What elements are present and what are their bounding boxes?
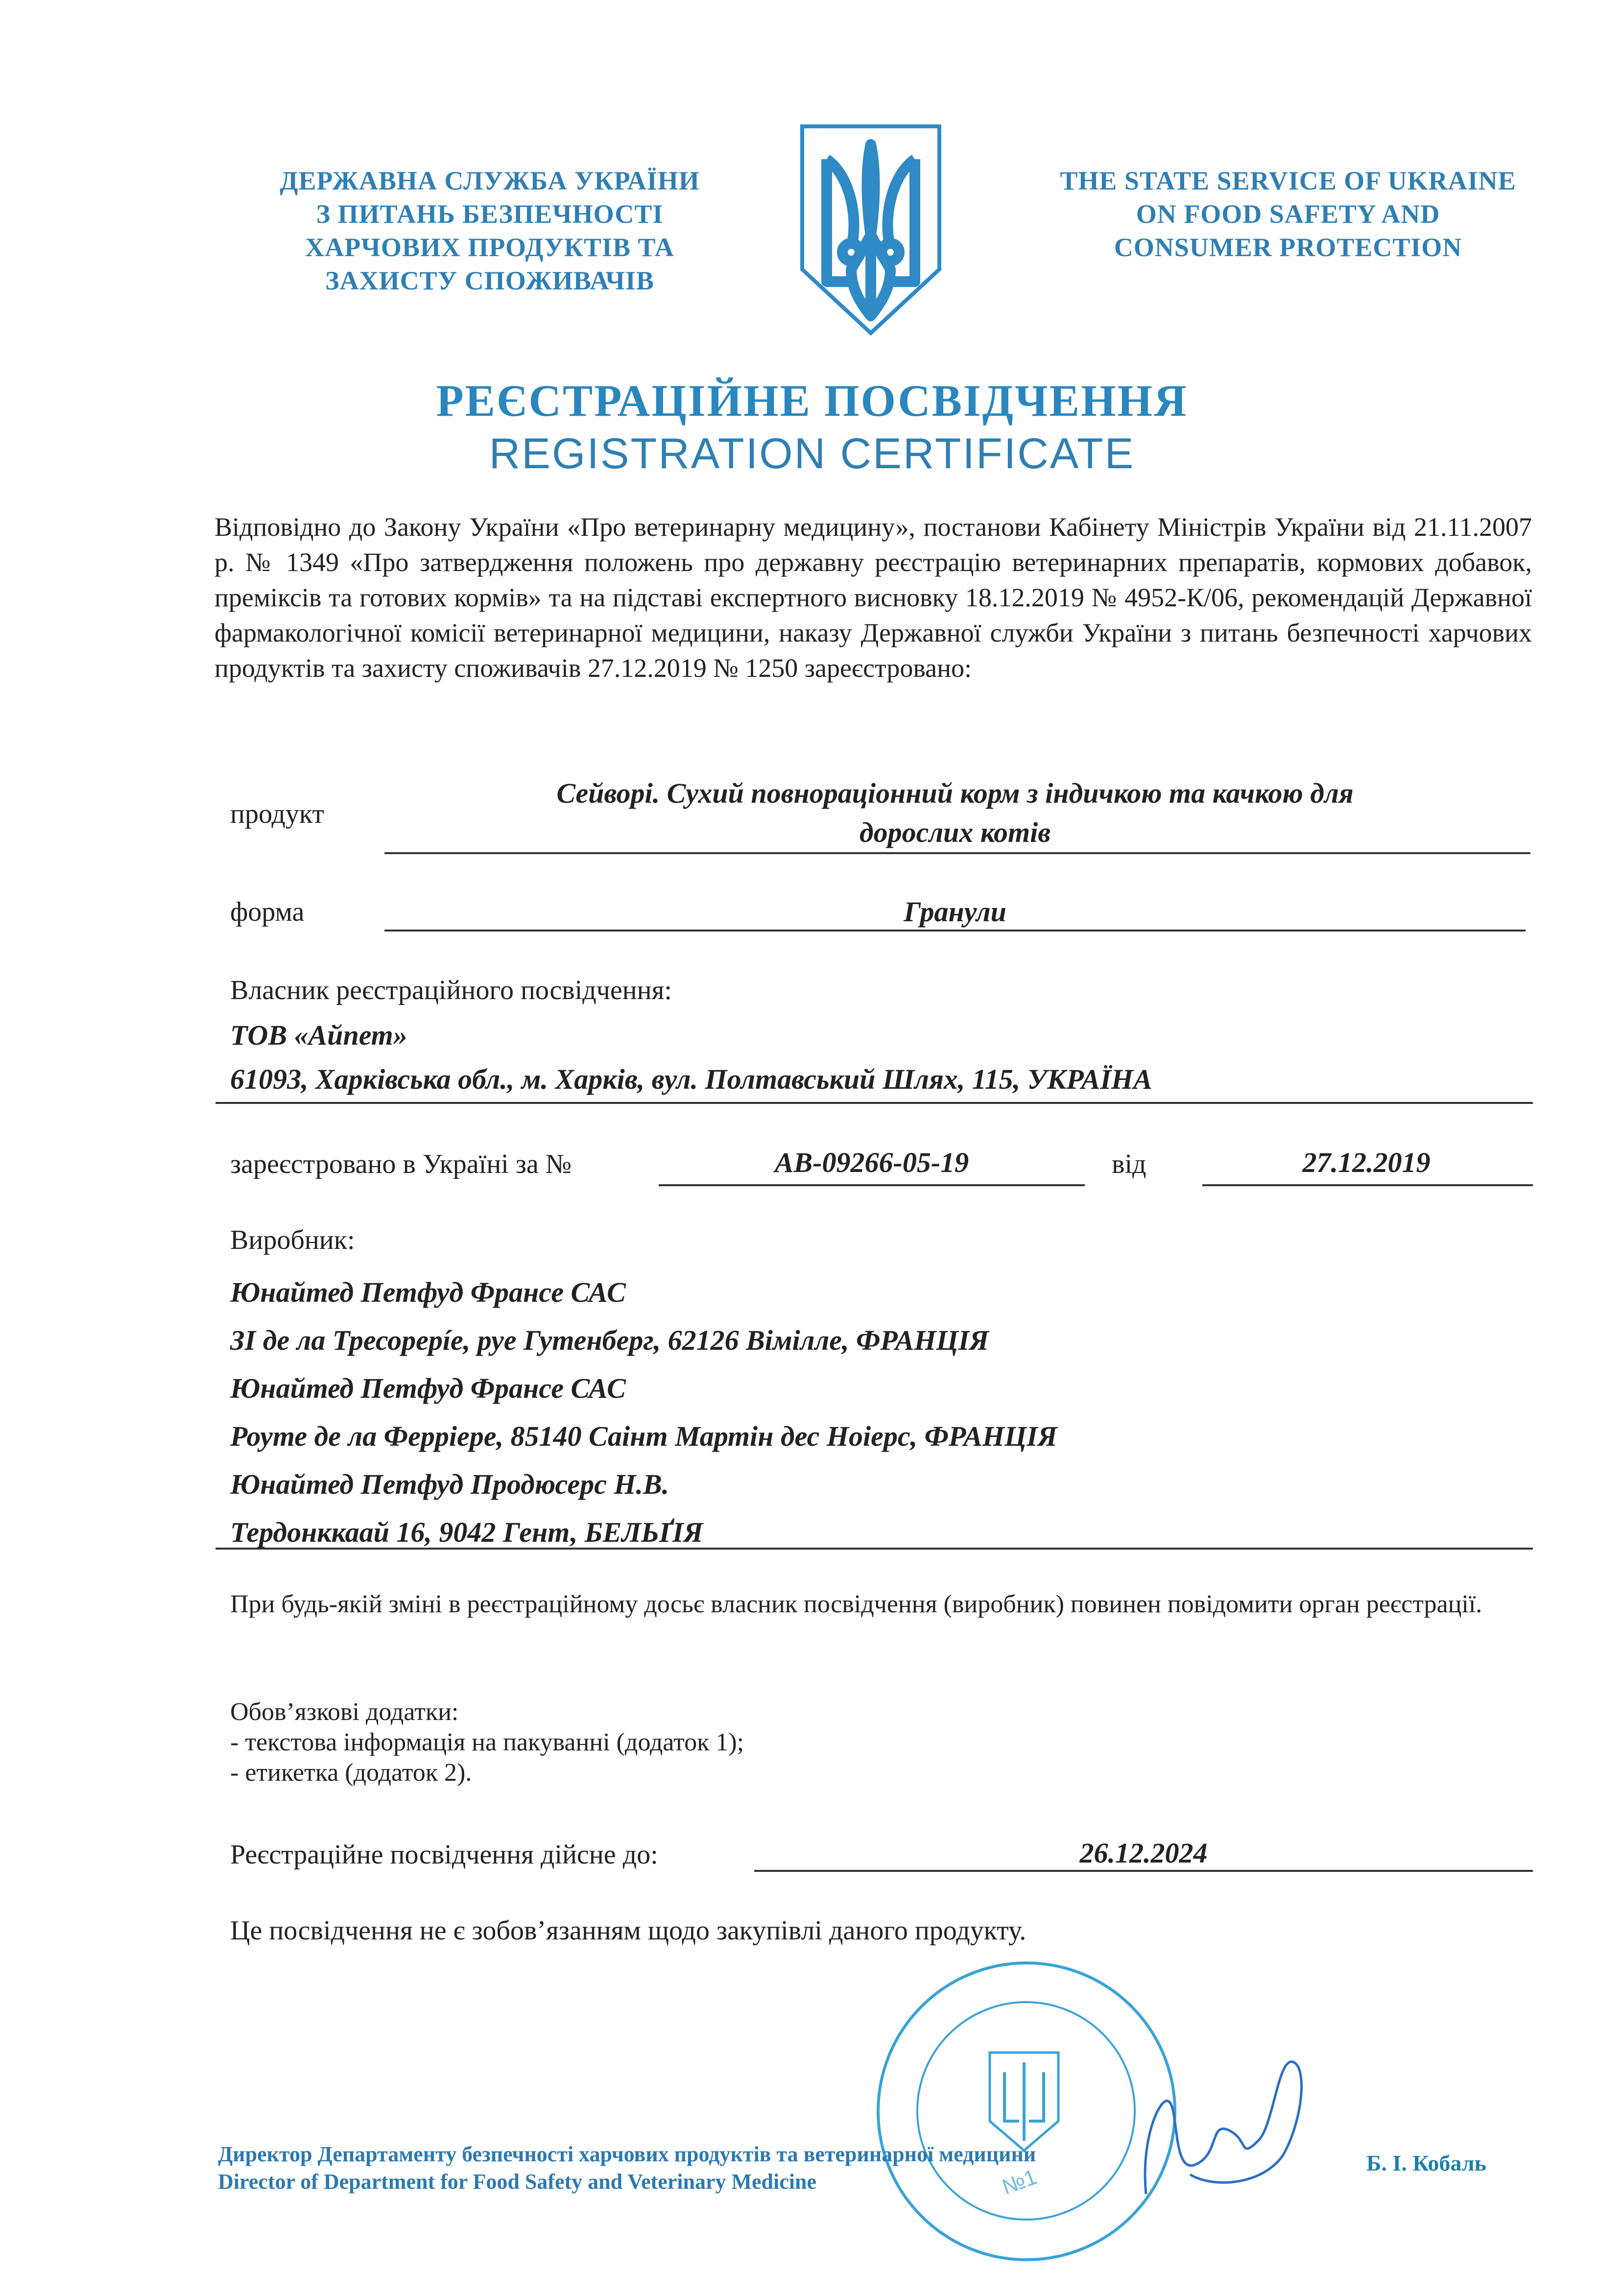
registration-number: АВ-09266-05-19 bbox=[774, 1147, 969, 1178]
registration-number-underline bbox=[659, 1184, 1085, 1186]
attachments-block bbox=[230, 1697, 744, 1788]
registration-date: 27.12.2019 bbox=[1302, 1147, 1431, 1178]
form-underline bbox=[384, 930, 1526, 932]
attachment-item: - етикетка (додаток 2). bbox=[230, 1759, 472, 1787]
registration-from-label: від bbox=[1112, 1149, 1146, 1179]
owner-underline bbox=[215, 1102, 1533, 1104]
manufacturer-line: Юнайтед Петфуд Продюсерс Н.В. bbox=[230, 1468, 669, 1500]
signatory-name: Б. І. Кобаль bbox=[1366, 2151, 1486, 2175]
manufacturer-line: Роуте де ла Ферріере, 85140 Саінт Мартін дес Ноіерс, ФРАНЦІЯ bbox=[230, 1420, 1057, 1452]
validity-underline bbox=[754, 1870, 1533, 1872]
attachments-label: Обов’язкові додатки: bbox=[230, 1698, 459, 1726]
validity-label: Реєстраційне посвідчення дійсне до: bbox=[230, 1840, 658, 1870]
form-label: форма bbox=[230, 897, 305, 927]
legal-basis-paragraph: Відповідно до Закону України «Про ветеринарну медицину», постанови Кабінету Міністрів України від 21.11.2007 р. № 1349 «Про затвердження положень про державну реєстрацію ветеринарних препаратів, кормових добавок, преміксів та готових кормів» та на підставі експертного висновку 18.12.2019 № 4952-К/06, рекомендацій Державної фармакологічної комісії ветеринарної медицини, наказу Державної служби України з питань безпечності харчових продуктів та захисту споживачів 27.12.2019 № 1250 зареєстровано: bbox=[215, 512, 1532, 683]
header-right-line: THE STATE SERVICE OF UKRAINE bbox=[1060, 166, 1516, 195]
product-value-line2: дорослих котів bbox=[859, 816, 1051, 848]
validity-date: 26.12.2024 bbox=[1079, 1837, 1208, 1869]
change-notice: При будь-якій зміні в реєстраційному досьє власник посвідчення (виробник) повинен повідомити орган реєстрації. bbox=[230, 1590, 1482, 1618]
manufacturer-line: Юнайтед Петфуд Франсе САС bbox=[230, 1372, 626, 1404]
document-title-en: REGISTRATION CERTIFICATE bbox=[489, 429, 1135, 478]
manufacturer-list bbox=[230, 1268, 1057, 1556]
product-label: продукт bbox=[230, 799, 324, 829]
header-left-line: З ПИТАНЬ БЕЗПЕЧНОСТІ bbox=[316, 199, 664, 229]
document-title-uk: РЕЄСТРАЦІЙНЕ ПОСВІДЧЕННЯ bbox=[436, 376, 1188, 426]
disclaimer: Це посвідчення не є зобов’язанням щодо закупівлі даного продукту. bbox=[230, 1915, 1027, 1946]
owner-label: Власник реєстраційного посвідчення: bbox=[230, 975, 672, 1005]
registration-date-underline bbox=[1202, 1184, 1533, 1186]
manufacturer-label: Виробник: bbox=[230, 1225, 355, 1255]
header-left-line: ХАРЧОВИХ ПРОДУКТІВ ТА bbox=[305, 233, 674, 262]
header-left-line: ЗАХИСТУ СПОЖИВАЧІВ bbox=[325, 266, 654, 295]
stamp-trident-icon bbox=[985, 2048, 1063, 2155]
product-underline bbox=[384, 852, 1530, 854]
manufacturer-line: Юнайтед Петфуд Франсе САС bbox=[230, 1276, 626, 1308]
manufacturer-underline bbox=[215, 1548, 1533, 1550]
product-value bbox=[382, 774, 1528, 852]
attachment-item: - текстова інформація на пакуванні (додаток 1); bbox=[230, 1728, 744, 1756]
signatory-position-en: Director of Department for Food Safety and Veterinary Medicine bbox=[218, 2170, 816, 2194]
product-value-line1: Сейворі. Сухий повнораціонний корм з індичкою та качкою для bbox=[556, 777, 1354, 809]
official-stamp-icon bbox=[877, 1961, 1176, 2261]
stamp-number: №1 bbox=[999, 2165, 1040, 2199]
manufacturer-line: ЗІ де ла Тресорерíе, руе Гутенберг, 62126 Вімілле, ФРАНЦІЯ bbox=[230, 1324, 989, 1356]
header-right-agency-name-en bbox=[1019, 164, 1557, 264]
signatory-position-uk: Директор Департаменту безпечності харчових продуктів та ветеринарної медицини bbox=[218, 2142, 1036, 2166]
header-left-line: ДЕРЖАВНА СЛУЖБА УКРАЇНИ bbox=[280, 166, 700, 195]
form-value: Гранули bbox=[904, 896, 1006, 928]
header-right-line: ON FOOD SAFETY AND bbox=[1136, 199, 1440, 229]
owner-address: 61093, Харківська обл., м. Харків, вул. Полтавський Шлях, 115, УКРАЇНА bbox=[230, 1063, 1152, 1095]
manufacturer-line: Тердонккаай 16, 9042 Гент, БЕЛЬҐІЯ bbox=[230, 1516, 703, 1548]
owner-name: ТОВ «Айпет» bbox=[230, 1019, 407, 1051]
header-left-agency-name-uk bbox=[211, 164, 769, 297]
header-right-line: CONSUMER PROTECTION bbox=[1114, 233, 1462, 262]
signature-icon bbox=[1136, 2047, 1342, 2204]
trident-coat-of-arms-icon bbox=[797, 122, 944, 338]
registration-label: зареєстровано в Україні за № bbox=[230, 1149, 572, 1179]
